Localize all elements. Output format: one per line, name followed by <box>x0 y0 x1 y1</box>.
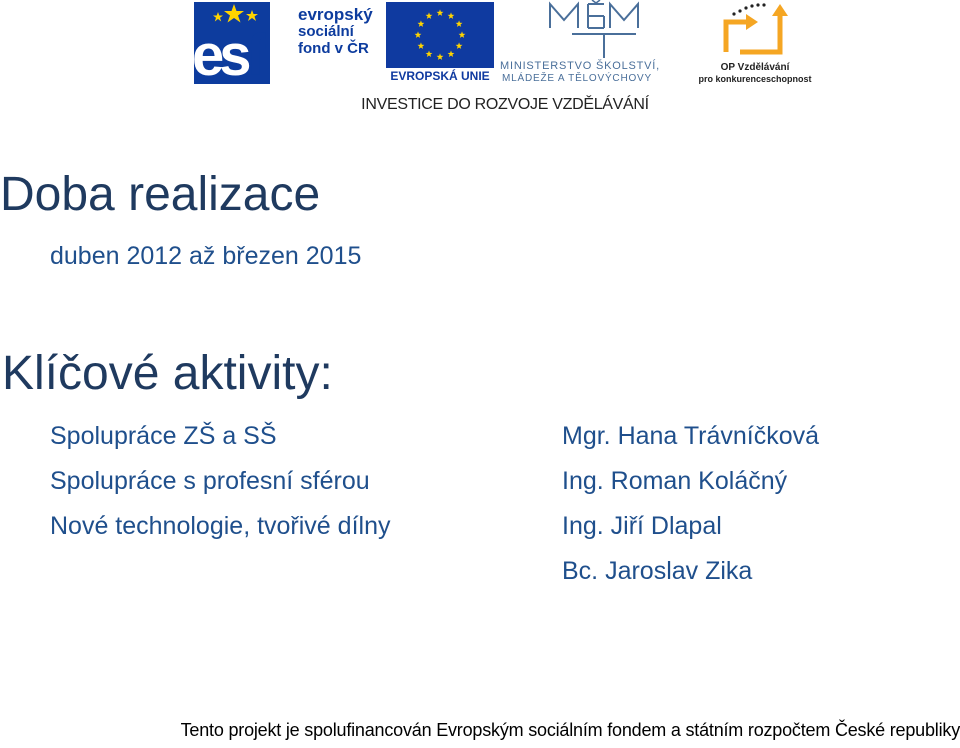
period-value: duben 2012 až březen 2015 <box>50 242 362 270</box>
footer-note: Tento projekt je spolufinancován Evropským sociálním fondem a státním rozpočtem České republiky <box>180 720 960 740</box>
eu-logo <box>386 2 494 86</box>
list-item: Spolupráce s profesní sférou <box>50 467 370 495</box>
list-item: Bc. Jaroslav Zika <box>562 557 753 585</box>
eu-star-icon <box>448 12 455 19</box>
esf-logo <box>194 2 378 86</box>
eu-star-icon <box>437 53 444 60</box>
eu-label: EVROPSKÁ UNIE <box>390 69 490 83</box>
eu-star-icon <box>456 20 463 27</box>
eu-star-icon <box>456 42 463 49</box>
msmt-mark-icon <box>544 0 644 60</box>
eu-star-icon <box>437 9 444 16</box>
list-item: Nové technologie, tvořivé dílny <box>50 512 391 540</box>
op-logo <box>694 2 816 86</box>
list-item: Mgr. Hana Trávníčková <box>562 422 820 450</box>
list-item: Spolupráce ZŠ a SŠ <box>50 422 277 450</box>
op-line2: pro konkurenceschopnost <box>698 74 812 84</box>
op-line1: OP Vzdělávání <box>720 62 790 73</box>
activities-title: Klíčové aktivity: <box>2 347 333 400</box>
msmt-line2: MLÁDEŽE A TĚLOVÝCHOVY <box>502 73 652 84</box>
people-list <box>562 414 819 594</box>
esf-text: evropský sociální fond v ČR <box>298 5 373 57</box>
activities-list <box>50 414 390 549</box>
eu-star-icon <box>448 50 455 57</box>
eu-star-icon <box>426 50 433 57</box>
eu-star-icon <box>415 31 422 38</box>
msmt-logo <box>500 0 690 86</box>
period-title: Doba realizace <box>0 168 321 221</box>
eu-star-icon <box>426 12 433 19</box>
list-item: Ing. Jiří Dlapal <box>562 512 722 540</box>
eu-star-icon <box>459 31 466 38</box>
eu-star-icon <box>418 42 425 49</box>
eu-flag-icon <box>386 2 494 68</box>
op-arrows-icon <box>718 2 790 62</box>
tagline: INVESTICE DO ROZVOJE VZDĚLÁVÁNÍ <box>361 96 649 113</box>
msmt-line1: MINISTERSTVO ŠKOLSTVÍ, <box>500 60 661 72</box>
eu-star-icon <box>418 20 425 27</box>
esf-wordmark: esf <box>192 23 261 88</box>
list-item: Ing. Roman Koláčný <box>562 467 788 495</box>
